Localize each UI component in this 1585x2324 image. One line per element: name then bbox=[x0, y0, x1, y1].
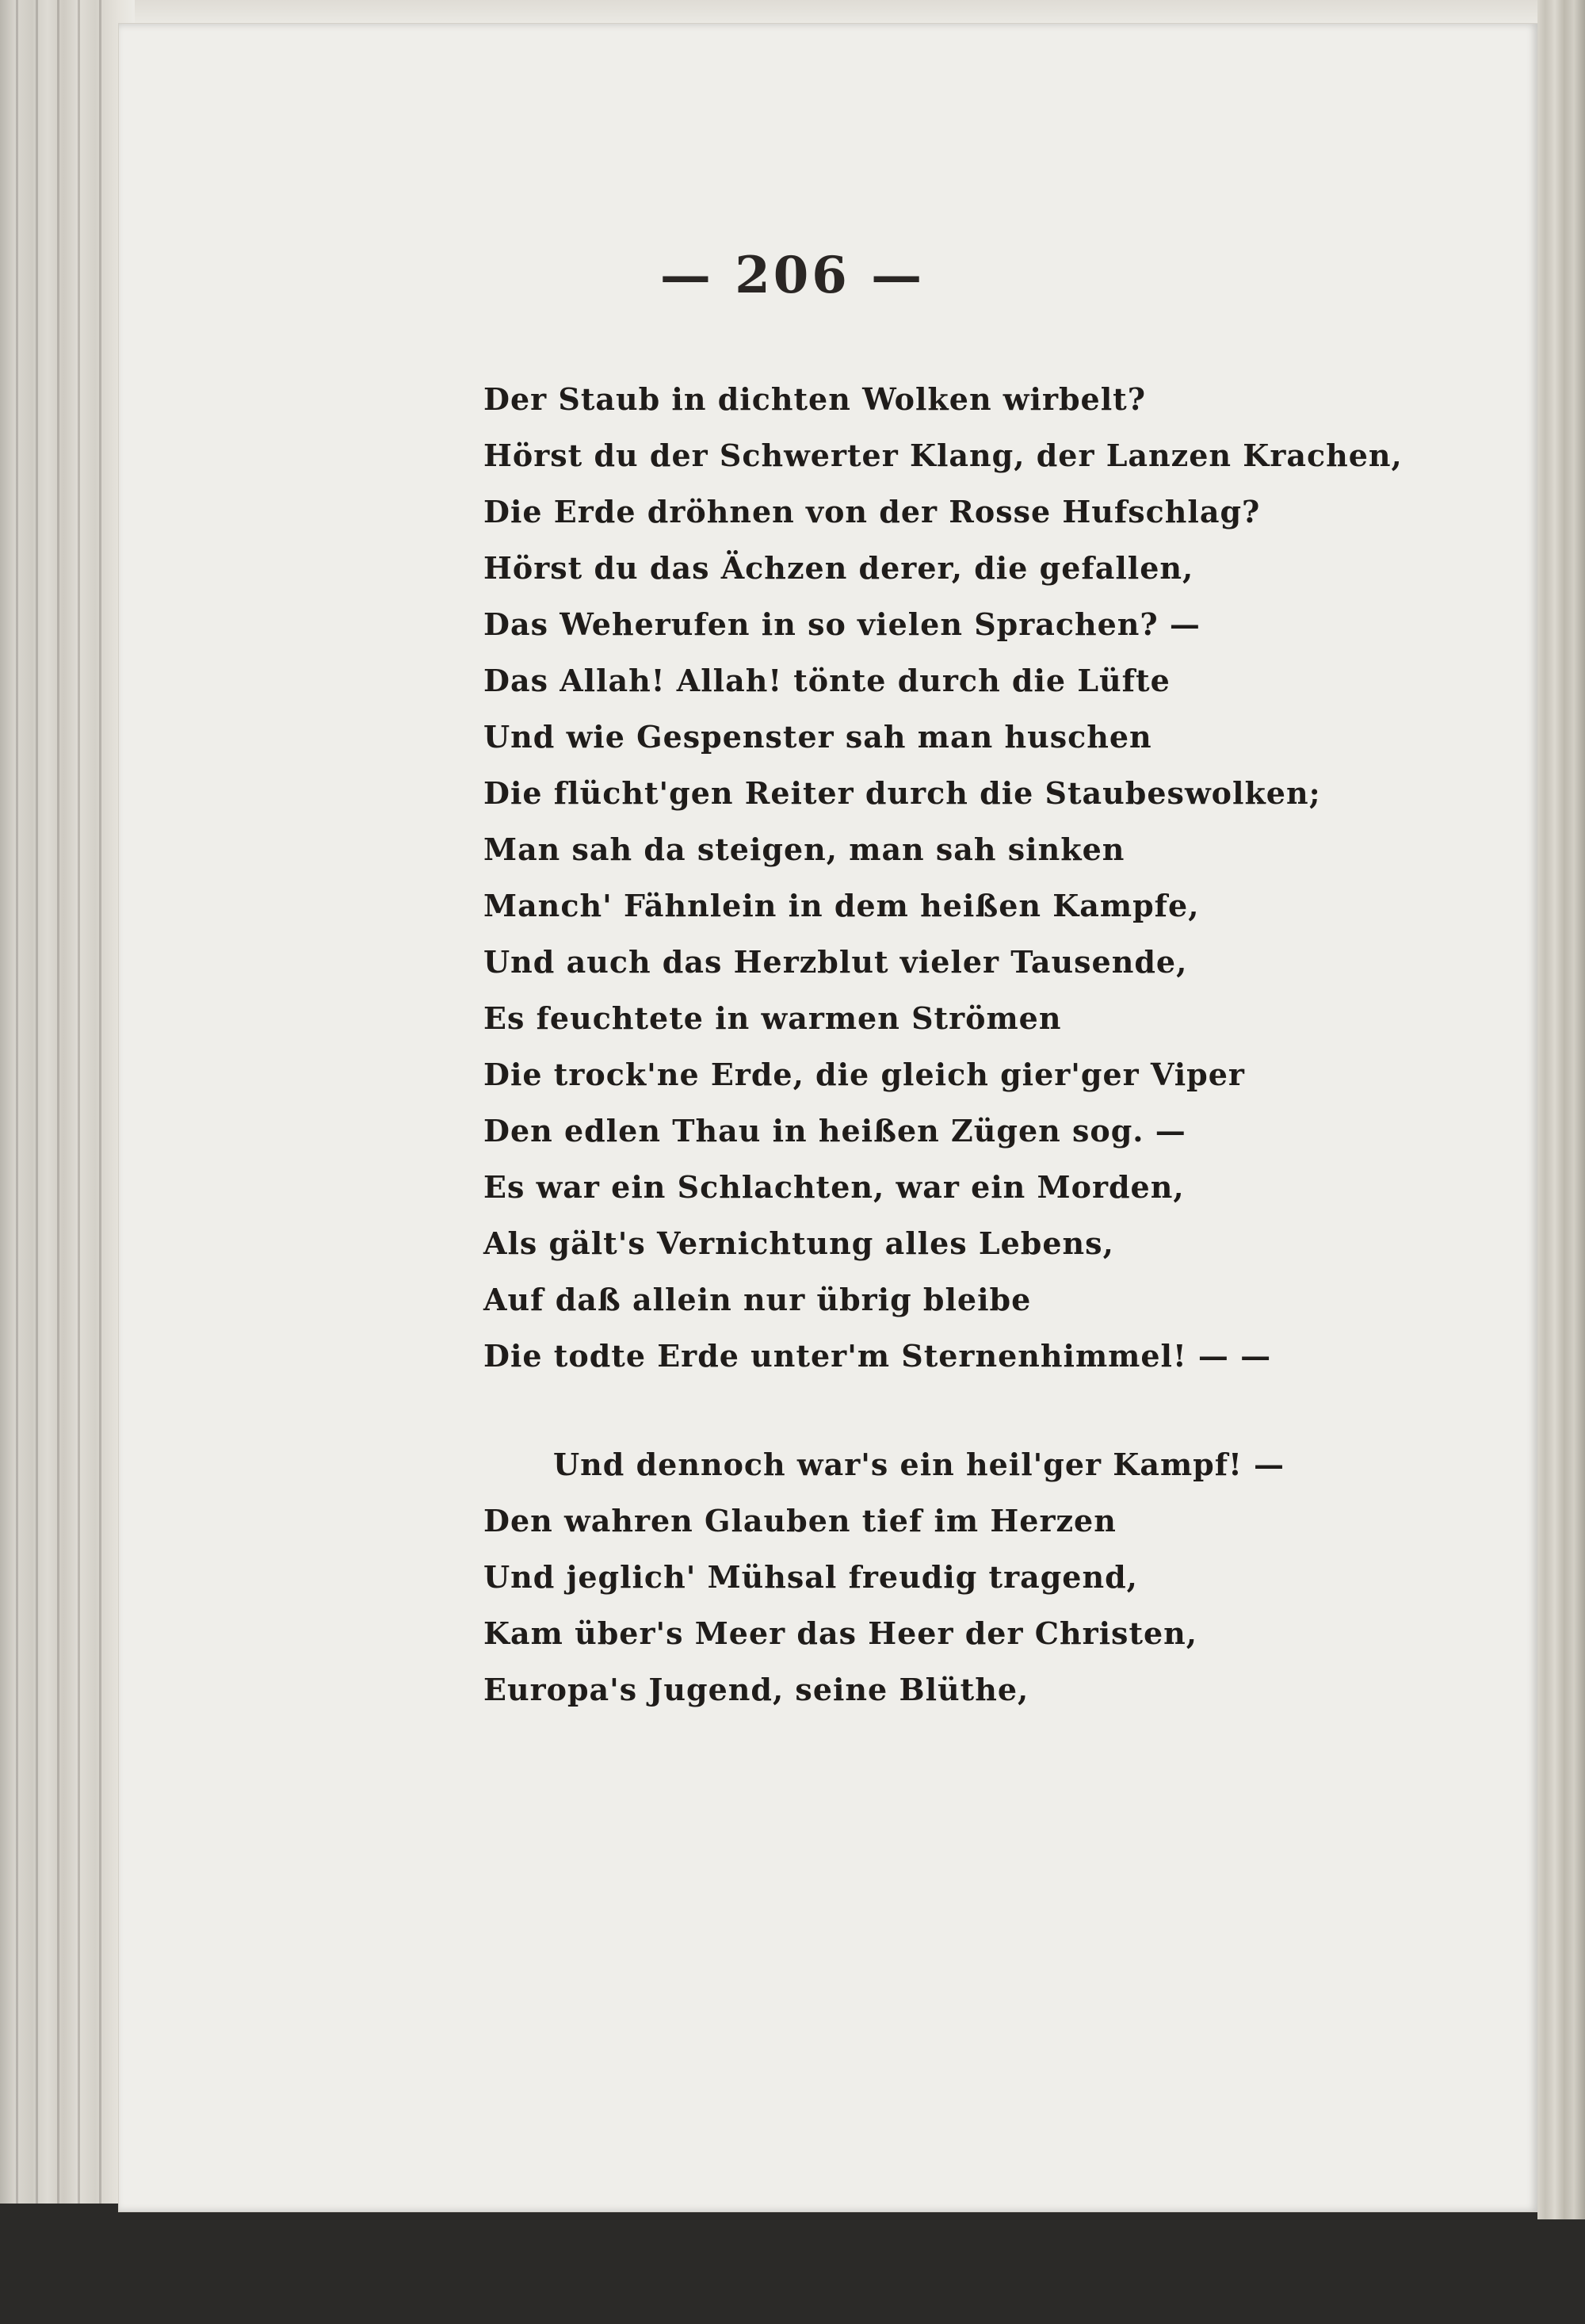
poem-line: Man sah da steigen, man sah sinken bbox=[483, 831, 1125, 867]
poem-line: Der Staub in dichten Wolken wirbelt? bbox=[483, 381, 1146, 417]
page-edge bbox=[78, 0, 80, 2204]
poem-line: Hörst du der Schwerter Klang, der Lanzen Krachen, bbox=[483, 438, 1403, 473]
left-page-stack bbox=[0, 0, 135, 2204]
poem-line: Den wahren Glauben tief im Herzen bbox=[483, 1503, 1117, 1539]
poem-text bbox=[483, 371, 1403, 1718]
page-edge bbox=[16, 0, 18, 2204]
poem-line: Kam über's Meer das Heer der Christen, bbox=[483, 1615, 1198, 1651]
poem-line: Und dennoch war's ein heil'ger Kampf! — bbox=[553, 1447, 1285, 1482]
page-edge bbox=[99, 0, 101, 2204]
poem-line: Und auch das Herzblut vieler Tausende, bbox=[483, 944, 1188, 980]
poem-line: Und wie Gespenster sah man huschen bbox=[483, 719, 1152, 755]
page-edge bbox=[57, 0, 59, 2204]
poem-line: Es war ein Schlachten, war ein Morden, bbox=[483, 1169, 1185, 1205]
poem-line: Das Allah! Allah! tönte durch die Lüfte bbox=[483, 663, 1171, 698]
poem-line: Hörst du das Ächzen derer, die gefallen, bbox=[483, 550, 1194, 586]
poem-line: Auf daß allein nur übrig bleibe bbox=[483, 1282, 1032, 1317]
poem-line: Europa's Jugend, seine Blüthe, bbox=[483, 1672, 1029, 1707]
poem-line: Es feuchtete in warmen Strömen bbox=[483, 1000, 1062, 1036]
poem-line: Die flücht'gen Reiter durch die Staubeswolken; bbox=[483, 775, 1321, 811]
page-edge bbox=[36, 0, 38, 2204]
poem-line: Das Weherufen in so vielen Sprachen? — bbox=[483, 606, 1201, 642]
poem-line: Die trock'ne Erde, die gleich gier'ger Viper bbox=[483, 1057, 1245, 1092]
poem-line: Die Erde dröhnen von der Rosse Hufschlag? bbox=[483, 494, 1261, 529]
poem-line: Manch' Fähnlein in dem heißen Kampfe, bbox=[483, 888, 1200, 923]
poem-line: Den edlen Thau in heißen Zügen sog. — bbox=[483, 1113, 1186, 1149]
poem-line: Die todte Erde unter'm Sternenhimmel! — — bbox=[483, 1338, 1272, 1374]
page-number: — 206 — bbox=[659, 246, 926, 305]
stanza-gap bbox=[483, 1384, 1395, 1436]
poem-line: Und jeglich' Mühsal freudig tragend, bbox=[483, 1559, 1138, 1595]
poem-line: Als gält's Vernichtung alles Lebens, bbox=[483, 1225, 1114, 1261]
right-page-stack bbox=[1537, 0, 1585, 2219]
